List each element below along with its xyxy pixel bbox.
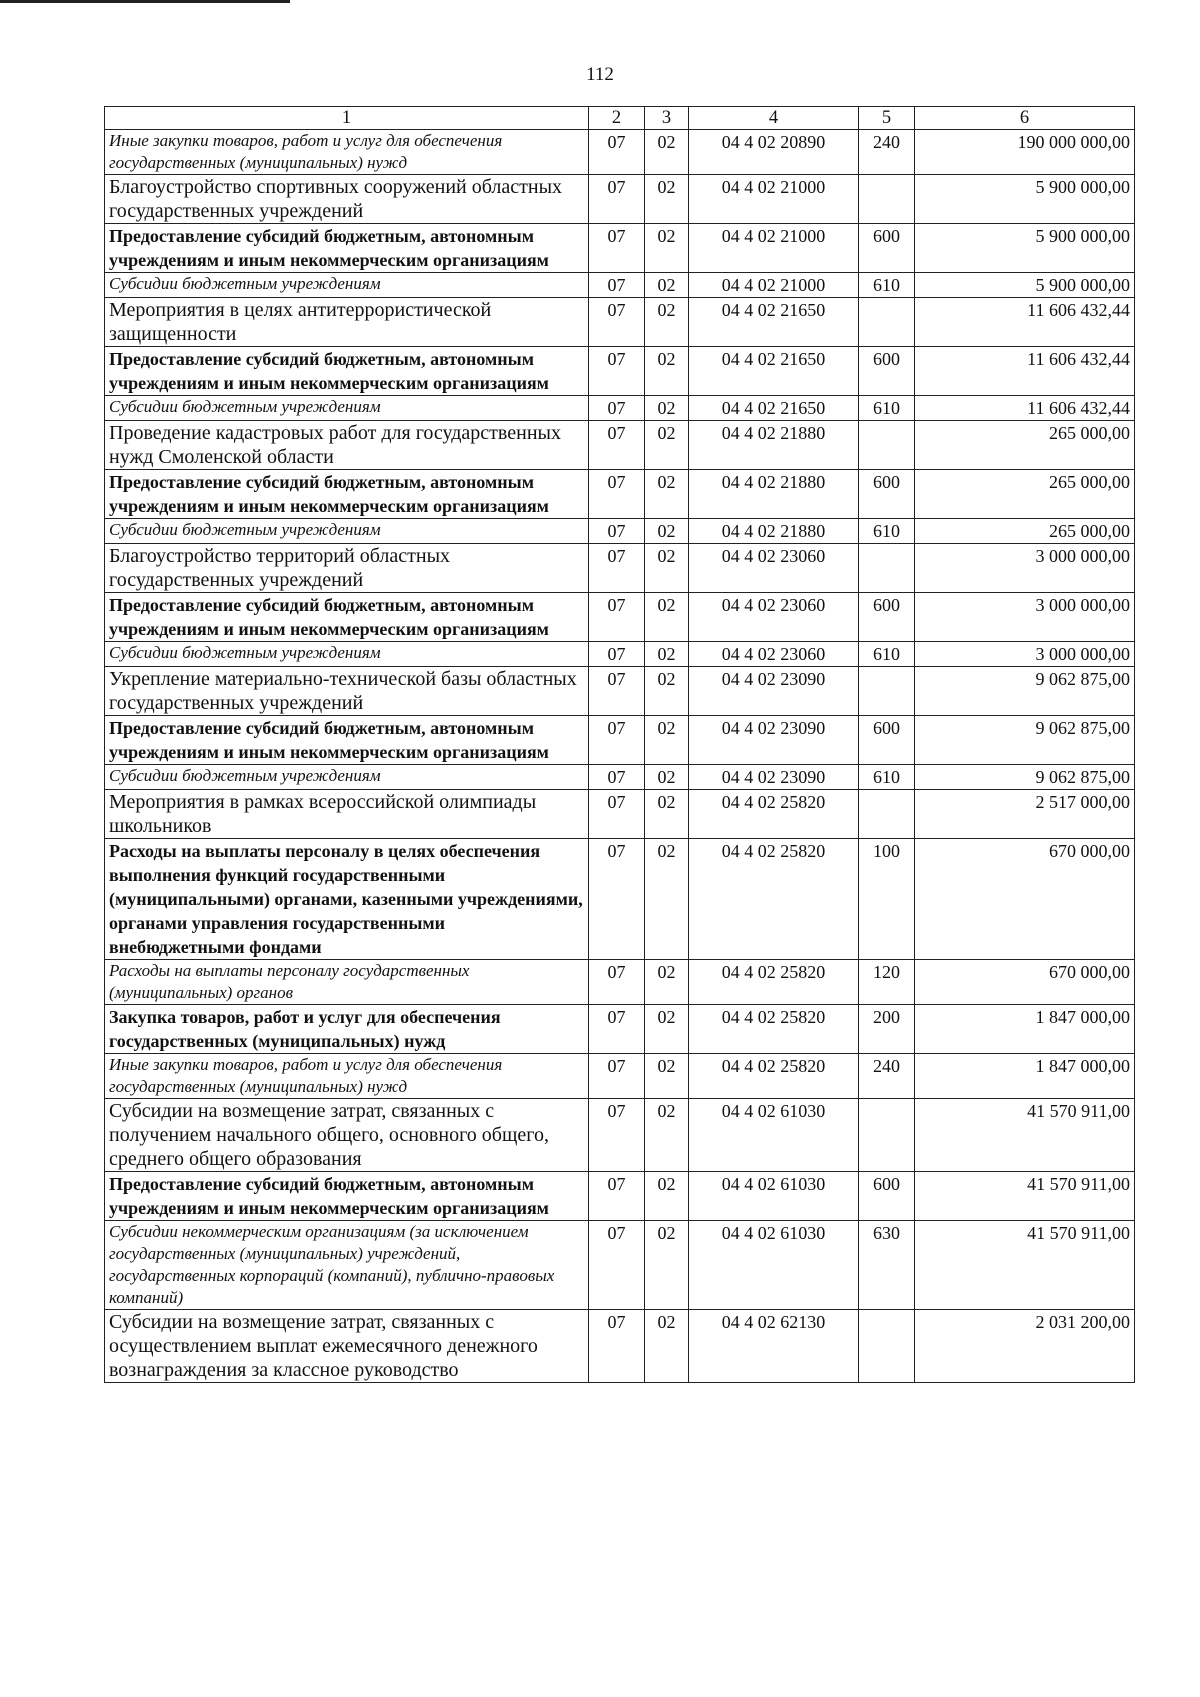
expense-type-cell: 610 (859, 642, 915, 667)
amount-cell: 5 900 000,00 (915, 175, 1135, 224)
section-cell: 07 (589, 1005, 645, 1054)
expense-type-cell (859, 667, 915, 716)
table-row (105, 716, 1135, 765)
expense-type-cell: 600 (859, 347, 915, 396)
column-header: 3 (645, 107, 689, 130)
amount-cell: 670 000,00 (915, 839, 1135, 960)
target-article-cell: 04 4 02 21650 (689, 396, 859, 421)
amount-cell: 9 062 875,00 (915, 667, 1135, 716)
section-cell: 07 (589, 519, 645, 544)
expense-type-cell: 610 (859, 765, 915, 790)
row-name-cell: Субсидии некоммерческим организациям (за исключением государственных (муниципальных) учреждений, государственных корпораций (компаний), публично-правовых компаний) (105, 1221, 589, 1310)
expense-type-cell (859, 790, 915, 839)
target-article-cell: 04 4 02 21000 (689, 175, 859, 224)
expense-type-cell: 630 (859, 1221, 915, 1310)
expense-type-cell (859, 1099, 915, 1172)
subsection-cell: 02 (645, 667, 689, 716)
section-cell: 07 (589, 839, 645, 960)
expense-type-cell: 610 (859, 396, 915, 421)
column-header: 6 (915, 107, 1135, 130)
row-name-cell: Проведение кадастровых работ для государственных нужд Смоленской области (105, 421, 589, 470)
section-cell: 07 (589, 1054, 645, 1099)
expense-type-cell: 200 (859, 1005, 915, 1054)
subsection-cell: 02 (645, 396, 689, 421)
section-cell: 07 (589, 765, 645, 790)
row-name-cell: Предоставление субсидий бюджетным, автономным учреждениям и иным некоммерческим организациям (105, 470, 589, 519)
amount-cell: 5 900 000,00 (915, 224, 1135, 273)
row-name-cell: Укрепление материально-технической базы областных государственных учреждений (105, 667, 589, 716)
target-article-cell: 04 4 02 25820 (689, 839, 859, 960)
subsection-cell: 02 (645, 790, 689, 839)
amount-cell: 190 000 000,00 (915, 130, 1135, 175)
target-article-cell: 04 4 02 25820 (689, 1054, 859, 1099)
table-row (105, 347, 1135, 396)
subsection-cell: 02 (645, 347, 689, 396)
table-row (105, 1310, 1135, 1383)
target-article-cell: 04 4 02 25820 (689, 790, 859, 839)
top-rule (0, 0, 290, 3)
row-name-cell: Благоустройство спортивных сооружений областных государственных учреждений (105, 175, 589, 224)
subsection-cell: 02 (645, 130, 689, 175)
amount-cell: 11 606 432,44 (915, 396, 1135, 421)
table-row (105, 839, 1135, 960)
row-name-cell: Предоставление субсидий бюджетным, автономным учреждениям и иным некоммерческим организациям (105, 224, 589, 273)
expense-type-cell (859, 421, 915, 470)
expense-type-cell (859, 298, 915, 347)
table-row (105, 130, 1135, 175)
subsection-cell: 02 (645, 421, 689, 470)
amount-cell: 3 000 000,00 (915, 593, 1135, 642)
table-header-row (105, 107, 1135, 130)
amount-cell: 3 000 000,00 (915, 544, 1135, 593)
amount-cell: 5 900 000,00 (915, 273, 1135, 298)
table-row (105, 396, 1135, 421)
table-row (105, 298, 1135, 347)
expense-type-cell (859, 544, 915, 593)
subsection-cell: 02 (645, 544, 689, 593)
subsection-cell: 02 (645, 470, 689, 519)
table-row (105, 1099, 1135, 1172)
section-cell: 07 (589, 470, 645, 519)
section-cell: 07 (589, 593, 645, 642)
row-name-cell: Субсидии бюджетным учреждениям (105, 642, 589, 667)
target-article-cell: 04 4 02 23090 (689, 716, 859, 765)
expense-type-cell: 610 (859, 273, 915, 298)
row-name-cell: Мероприятия в целях антитеррористической защищенности (105, 298, 589, 347)
table-row (105, 593, 1135, 642)
table-row (105, 1172, 1135, 1221)
subsection-cell: 02 (645, 1005, 689, 1054)
amount-cell: 41 570 911,00 (915, 1221, 1135, 1310)
table-body (105, 130, 1135, 1383)
table-row (105, 1005, 1135, 1054)
page-number: 112 (586, 64, 614, 85)
section-cell: 07 (589, 298, 645, 347)
row-name-cell: Субсидии бюджетным учреждениям (105, 273, 589, 298)
target-article-cell: 04 4 02 23060 (689, 544, 859, 593)
section-cell: 07 (589, 1310, 645, 1383)
row-name-cell: Расходы на выплаты персоналу государственных (муниципальных) органов (105, 960, 589, 1005)
subsection-cell: 02 (645, 716, 689, 765)
subsection-cell: 02 (645, 1054, 689, 1099)
amount-cell: 9 062 875,00 (915, 716, 1135, 765)
target-article-cell: 04 4 02 25820 (689, 960, 859, 1005)
row-name-cell: Субсидии бюджетным учреждениям (105, 765, 589, 790)
section-cell: 07 (589, 716, 645, 765)
subsection-cell: 02 (645, 1221, 689, 1310)
subsection-cell: 02 (645, 224, 689, 273)
target-article-cell: 04 4 02 20890 (689, 130, 859, 175)
table-row (105, 421, 1135, 470)
budget-table (104, 106, 1135, 1383)
row-name-cell: Предоставление субсидий бюджетным, автономным учреждениям и иным некоммерческим организациям (105, 716, 589, 765)
column-header: 4 (689, 107, 859, 130)
table-row (105, 519, 1135, 544)
section-cell: 07 (589, 1172, 645, 1221)
row-name-cell: Закупка товаров, работ и услуг для обеспечения государственных (муниципальных) нужд (105, 1005, 589, 1054)
target-article-cell: 04 4 02 23060 (689, 642, 859, 667)
target-article-cell: 04 4 02 25820 (689, 1005, 859, 1054)
section-cell: 07 (589, 347, 645, 396)
amount-cell: 670 000,00 (915, 960, 1135, 1005)
amount-cell: 41 570 911,00 (915, 1172, 1135, 1221)
subsection-cell: 02 (645, 960, 689, 1005)
subsection-cell: 02 (645, 642, 689, 667)
section-cell: 07 (589, 790, 645, 839)
expense-type-cell: 600 (859, 716, 915, 765)
expense-type-cell: 600 (859, 470, 915, 519)
target-article-cell: 04 4 02 21650 (689, 347, 859, 396)
target-article-cell: 04 4 02 21880 (689, 519, 859, 544)
subsection-cell: 02 (645, 298, 689, 347)
subsection-cell: 02 (645, 273, 689, 298)
amount-cell: 1 847 000,00 (915, 1005, 1135, 1054)
expense-type-cell (859, 175, 915, 224)
section-cell: 07 (589, 960, 645, 1005)
amount-cell: 265 000,00 (915, 421, 1135, 470)
row-name-cell: Иные закупки товаров, работ и услуг для обеспечения государственных (муниципальных) нужд (105, 130, 589, 175)
subsection-cell: 02 (645, 1172, 689, 1221)
row-name-cell: Субсидии бюджетным учреждениям (105, 396, 589, 421)
section-cell: 07 (589, 224, 645, 273)
section-cell: 07 (589, 396, 645, 421)
amount-cell: 3 000 000,00 (915, 642, 1135, 667)
column-header: 5 (859, 107, 915, 130)
expense-type-cell: 600 (859, 1172, 915, 1221)
table-row (105, 790, 1135, 839)
row-name-cell: Предоставление субсидий бюджетным, автономным учреждениям и иным некоммерческим организациям (105, 1172, 589, 1221)
expense-type-cell: 240 (859, 130, 915, 175)
section-cell: 07 (589, 1099, 645, 1172)
expense-type-cell: 240 (859, 1054, 915, 1099)
table-row (105, 1221, 1135, 1310)
amount-cell: 265 000,00 (915, 519, 1135, 544)
amount-cell: 9 062 875,00 (915, 765, 1135, 790)
section-cell: 07 (589, 130, 645, 175)
row-name-cell: Расходы на выплаты персоналу в целях обеспечения выполнения функций государственными (муниципальными) органами, казенными учреждениями, органами управления государственными внебюджетными фондами (105, 839, 589, 960)
amount-cell: 11 606 432,44 (915, 347, 1135, 396)
section-cell: 07 (589, 421, 645, 470)
expense-type-cell: 610 (859, 519, 915, 544)
amount-cell: 41 570 911,00 (915, 1099, 1135, 1172)
table-row (105, 667, 1135, 716)
amount-cell: 2 517 000,00 (915, 790, 1135, 839)
expense-type-cell: 120 (859, 960, 915, 1005)
subsection-cell: 02 (645, 1099, 689, 1172)
table-row (105, 544, 1135, 593)
target-article-cell: 04 4 02 23060 (689, 593, 859, 642)
expense-type-cell: 100 (859, 839, 915, 960)
amount-cell: 265 000,00 (915, 470, 1135, 519)
target-article-cell: 04 4 02 62130 (689, 1310, 859, 1383)
column-header: 2 (589, 107, 645, 130)
expense-type-cell: 600 (859, 593, 915, 642)
subsection-cell: 02 (645, 765, 689, 790)
target-article-cell: 04 4 02 23090 (689, 765, 859, 790)
column-header: 1 (105, 107, 589, 130)
expense-type-cell (859, 1310, 915, 1383)
target-article-cell: 04 4 02 21000 (689, 273, 859, 298)
target-article-cell: 04 4 02 21000 (689, 224, 859, 273)
table-row (105, 960, 1135, 1005)
table-row (105, 765, 1135, 790)
section-cell: 07 (589, 175, 645, 224)
target-article-cell: 04 4 02 23090 (689, 667, 859, 716)
row-name-cell: Благоустройство территорий областных государственных учреждений (105, 544, 589, 593)
amount-cell: 1 847 000,00 (915, 1054, 1135, 1099)
section-cell: 07 (589, 544, 645, 593)
table-row (105, 470, 1135, 519)
row-name-cell: Субсидии на возмещение затрат, связанных с получением начального общего, основного общего, среднего общего образования (105, 1099, 589, 1172)
row-name-cell: Предоставление субсидий бюджетным, автономным учреждениям и иным некоммерческим организациям (105, 347, 589, 396)
subsection-cell: 02 (645, 593, 689, 642)
row-name-cell: Субсидии бюджетным учреждениям (105, 519, 589, 544)
table-row (105, 224, 1135, 273)
subsection-cell: 02 (645, 519, 689, 544)
row-name-cell: Субсидии на возмещение затрат, связанных с осуществлением выплат ежемесячного денежного вознаграждения за классное руководство (105, 1310, 589, 1383)
target-article-cell: 04 4 02 21880 (689, 470, 859, 519)
table-row (105, 175, 1135, 224)
subsection-cell: 02 (645, 175, 689, 224)
subsection-cell: 02 (645, 1310, 689, 1383)
row-name-cell: Иные закупки товаров, работ и услуг для обеспечения государственных (муниципальных) нужд (105, 1054, 589, 1099)
target-article-cell: 04 4 02 21650 (689, 298, 859, 347)
expense-type-cell: 600 (859, 224, 915, 273)
target-article-cell: 04 4 02 21880 (689, 421, 859, 470)
row-name-cell: Предоставление субсидий бюджетным, автономным учреждениям и иным некоммерческим организациям (105, 593, 589, 642)
target-article-cell: 04 4 02 61030 (689, 1099, 859, 1172)
target-article-cell: 04 4 02 61030 (689, 1221, 859, 1310)
table-row (105, 1054, 1135, 1099)
section-cell: 07 (589, 642, 645, 667)
section-cell: 07 (589, 667, 645, 716)
subsection-cell: 02 (645, 839, 689, 960)
row-name-cell: Мероприятия в рамках всероссийской олимпиады школьников (105, 790, 589, 839)
amount-cell: 2 031 200,00 (915, 1310, 1135, 1383)
target-article-cell: 04 4 02 61030 (689, 1172, 859, 1221)
table-row (105, 642, 1135, 667)
table-row (105, 273, 1135, 298)
section-cell: 07 (589, 273, 645, 298)
section-cell: 07 (589, 1221, 645, 1310)
amount-cell: 11 606 432,44 (915, 298, 1135, 347)
